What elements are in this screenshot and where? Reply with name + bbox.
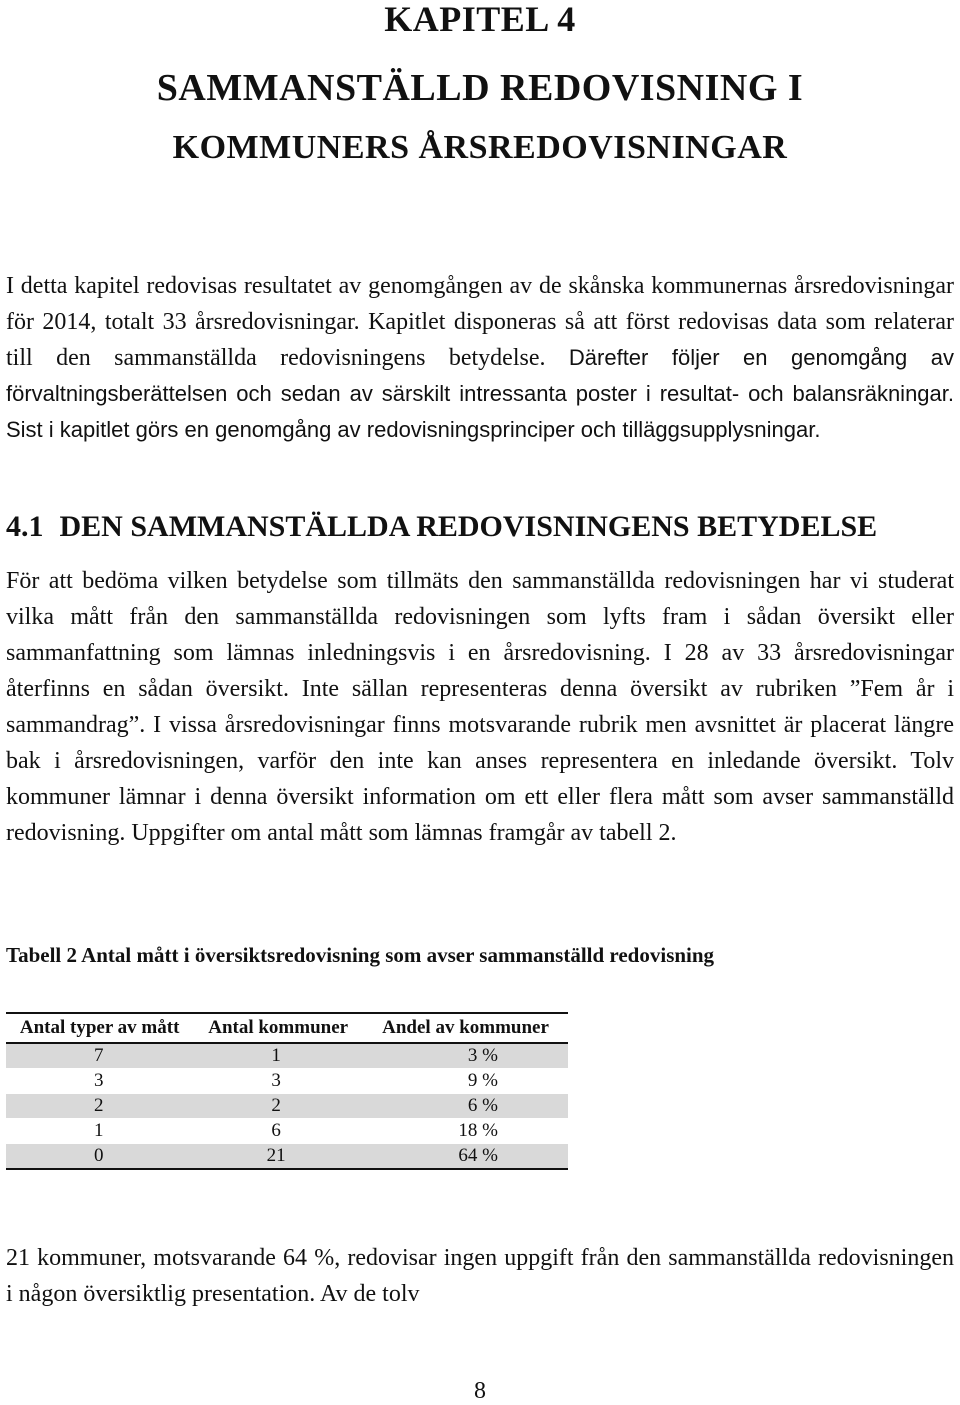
table-row bbox=[6, 1144, 568, 1170]
table-cell: 6 bbox=[197, 1119, 359, 1144]
section-heading bbox=[6, 510, 877, 544]
table-row bbox=[6, 1069, 568, 1094]
table-cell: 3 bbox=[6, 1069, 197, 1094]
table-cell: 2 bbox=[6, 1094, 197, 1119]
table-header-cell: Antal typer av mått bbox=[19, 1017, 180, 1038]
table-cell: 1 bbox=[197, 1043, 359, 1069]
chapter-title-line-2: KOMMUNERS ÅRSREDOVISNINGAR bbox=[172, 129, 788, 166]
table-row bbox=[6, 1119, 568, 1144]
table-cell: 21 bbox=[197, 1144, 359, 1170]
table-cell: 7 bbox=[6, 1043, 197, 1069]
table-cell: 1 bbox=[6, 1119, 197, 1144]
intro-sentence-2: Därefter följer en genomgång av förvaltningsberättelsen och sedan av särskilt intressanta poster i resultat- och balansräkningar. Sist i kapitlet görs en genomgång av redovisningsprinciper och tilläggsupplysningar. bbox=[6, 345, 954, 442]
final-paragraph: 21 kommuner, motsvarande 64 %, redovisar ingen uppgift från den sammanställda redovisningen i någon översiktlig presentation. Av de tolv bbox=[6, 1245, 954, 1307]
page-number: 8 bbox=[474, 1378, 486, 1404]
table-caption: Tabell 2 Antal mått i översiktsredovisning som avser sammanställd redovisning bbox=[6, 943, 715, 967]
table-header-cell: Antal kommuner bbox=[208, 1017, 349, 1038]
table-cell: 0 bbox=[6, 1144, 197, 1170]
table-cell: 6 % bbox=[359, 1094, 568, 1119]
table-cell: 2 bbox=[197, 1094, 359, 1119]
chapter-label: KAPITEL 4 bbox=[384, 0, 576, 39]
section-title: DEN SAMMANSTÄLLDA REDOVISNINGENS BETYDELSE bbox=[59, 510, 878, 543]
body-paragraph: För att bedöma vilken betydelse som tillmäts den sammanställda redovisningen har vi studerat vilka mått från den sammanställda redovisningen som lyfts fram i sådan översikt eller sammanfattning som lämnas inledningsvis i en årsredovisning. I 28 av 33 årsredovisningar återfinns en sådan översikt. Inte sällan representeras denna översikt av rubriken ”Fem år i sammandrag”. I vissa årsredovisningar finns motsvarande rubrik men avsnittet är placerat längre bak i årsredovisningen, varför den inte kan anses representera en inledande översikt. Tolv kommuner lämnar i denna översikt information om ett eller flera mått som avser sammanställd redovisning. Uppgifter om antal mått som lämnas framgår av tabell 2. bbox=[6, 568, 954, 846]
chapter-title bbox=[0, 58, 960, 178]
table-cell: 18 % bbox=[359, 1119, 568, 1144]
table-cell: 9 % bbox=[359, 1069, 568, 1094]
intro-sentence-1: I detta kapitel redovisas resultatet av genomgången av de skånska kommunernas årsredovisningar för 2014, totalt 33 årsredovisningar. Kapitlet disponeras så att först redovisas data som relaterar till den sammanställda redovisningens betydelse. bbox=[6, 273, 954, 371]
table-cell: 3 bbox=[197, 1069, 359, 1094]
data-table bbox=[6, 1012, 568, 1170]
table-row bbox=[6, 1043, 568, 1069]
table-cell: 64 % bbox=[359, 1144, 568, 1170]
table-header-row bbox=[6, 1013, 568, 1043]
section-number: 4.1 bbox=[6, 510, 44, 543]
table-header-cell: Andel av kommuner bbox=[382, 1017, 549, 1038]
intro-paragraph bbox=[6, 268, 954, 448]
table-cell: 3 % bbox=[359, 1043, 568, 1069]
table-row bbox=[6, 1094, 568, 1119]
chapter-title-line-1: SAMMANSTÄLLD REDOVISNING I bbox=[156, 67, 804, 109]
